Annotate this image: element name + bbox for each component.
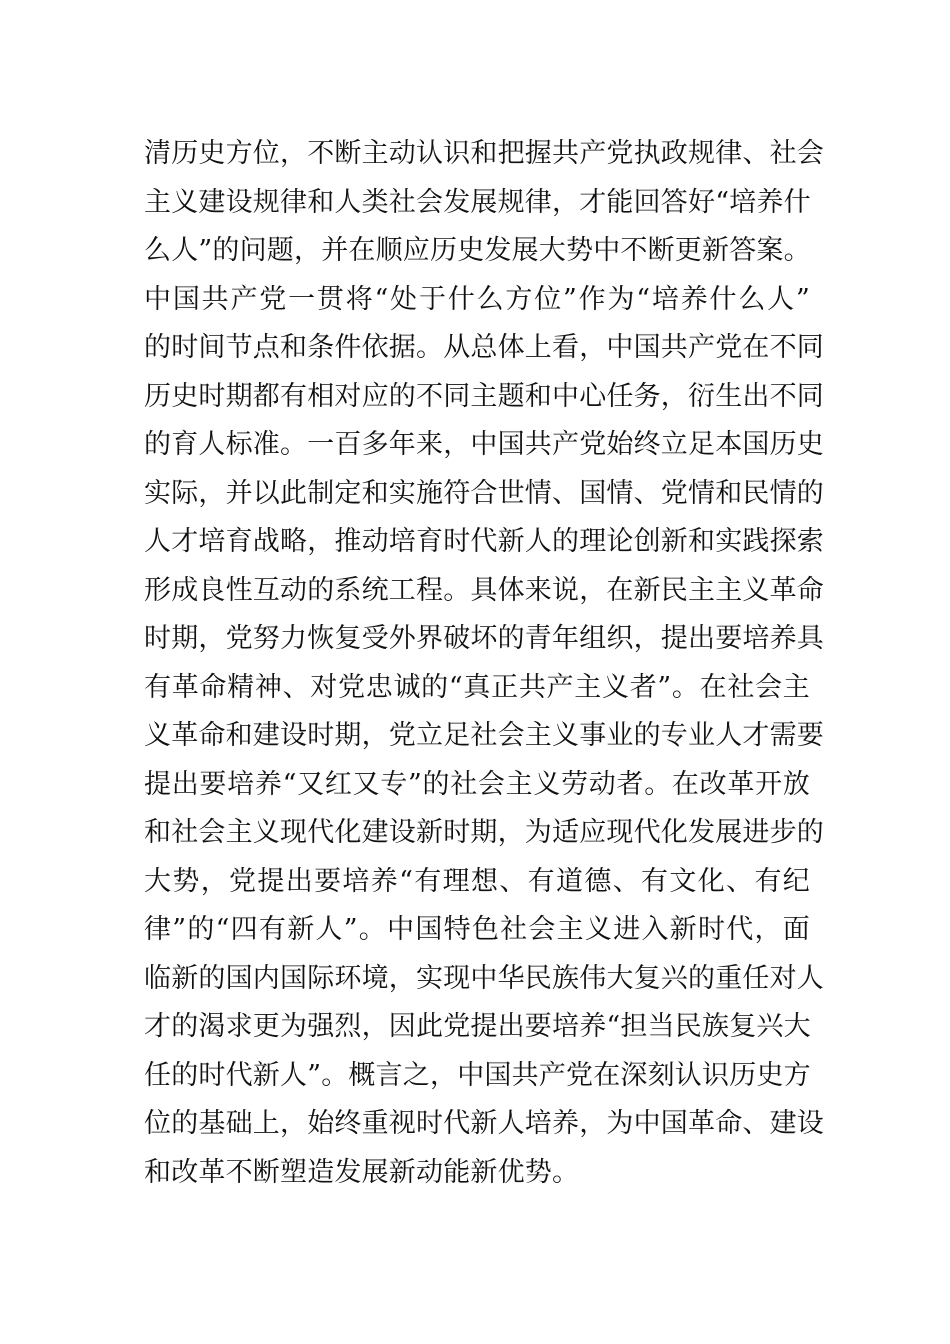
text-line: 才的渴求更为强烈，因此党提出要培养“担当民族复兴大 (144, 1011, 811, 1042)
text-line: 位的基础上，始终重视时代新人培养，为中国革命、建设 (144, 1108, 824, 1139)
text-line: 和改革不断塑造发展新动能新优势。 (144, 1156, 580, 1188)
body-paragraph (144, 130, 824, 1197)
text-line: 律”的“四有新人”。中国特色社会主义进入新时代，面 (144, 914, 810, 945)
text-line: 的育人标准。一百多年来，中国共产党始终立足本国历史 (144, 429, 824, 460)
text-line: 人才培育战略，推动培育时代新人的理论创新和实践探索 (144, 526, 824, 557)
text-line: 中国共产党一贯将“处于什么方位”作为“培养什么人” (144, 283, 810, 315)
text-line: 临新的国内国际环境，实现中华民族伟大复兴的重任对人 (144, 962, 824, 994)
text-line: 的时间节点和条件依据。从总体上看，中国共产党在不同 (144, 332, 824, 363)
text-line: 义革命和建设时期，党立足社会主义事业的专业人才需要 (144, 720, 824, 751)
text-line: 清历史方位，不断主动认识和把握共产党执政规律、社会 (144, 138, 824, 169)
text-line: 有革命精神、对党忠诚的“真正共产主义者”。在社会主 (144, 671, 810, 703)
text-line: 提出要培养“又红又专”的社会主义劳动者。在改革开放 (144, 768, 810, 800)
text-line: 主义建设规律和人类社会发展规律，才能回答好“培养什 (144, 186, 811, 218)
text-line: 和社会主义现代化建设新时期，为适应现代化发展进步的 (144, 817, 824, 848)
text-line: 形成良性互动的系统工程。具体来说，在新民主主义革命 (144, 574, 824, 606)
text-line: 么人”的问题，并在顺应历史发展大势中不断更新答案。 (144, 235, 811, 266)
text-line: 时期，党努力恢复受外界破坏的青年组织，提出要培养具 (144, 623, 824, 654)
text-line: 历史时期都有相对应的不同主题和中心任务，衍生出不同 (144, 380, 824, 412)
text-line: 实际，并以此制定和实施符合世情、国情、党情和民情的 (144, 477, 824, 509)
text-line: 任的时代新人”。概言之，中国共产党在深刻认识历史方 (144, 1059, 811, 1091)
text-line: 大势，党提出要培养“有理想、有道德、有文化、有纪 (144, 865, 810, 897)
